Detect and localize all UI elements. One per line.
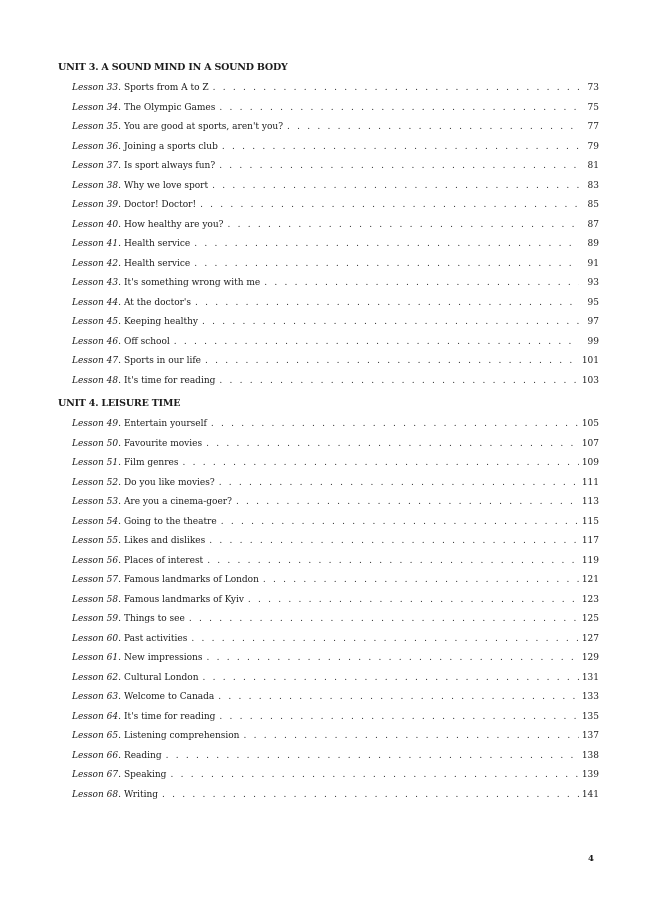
lesson-page-number: 127 [581, 633, 599, 644]
toc-entry[interactable] [58, 571, 599, 591]
toc-entry[interactable] [58, 610, 599, 630]
lesson-page-number: 117 [581, 536, 599, 546]
dot-leader [219, 157, 579, 177]
lesson-number: Lesson 37. [72, 161, 121, 171]
lesson-page-number: 115 [581, 516, 599, 527]
page-number: 4 [588, 854, 594, 864]
lesson-page-number: 87 [587, 219, 599, 230]
lesson-page-number: 125 [581, 614, 599, 624]
lesson-number: Lesson 64. [72, 711, 121, 722]
toc-entry[interactable] [58, 649, 599, 669]
toc-entry[interactable] [58, 79, 599, 99]
lesson-number: Lesson 56. [72, 555, 121, 566]
dot-leader [182, 454, 579, 474]
lesson-number: Lesson 38. [72, 180, 121, 191]
lesson-title: At the doctor's [123, 297, 192, 308]
toc-entry[interactable] [58, 415, 599, 435]
lesson-page-number: 81 [587, 161, 599, 171]
lesson-page-number: 107 [581, 438, 599, 449]
lesson-page-number: 138 [581, 750, 599, 761]
lesson-number: Lesson 46. [72, 336, 121, 347]
dot-leader [194, 235, 579, 255]
lesson-number: Lesson 66. [72, 750, 121, 761]
lesson-title: Cultural London [123, 672, 199, 683]
lesson-number: Lesson 47. [72, 356, 121, 366]
lesson-title: Is sport always fun? [123, 161, 216, 171]
lesson-page-number: 75 [587, 102, 599, 113]
lesson-number: Lesson 45. [72, 317, 121, 327]
lesson-title: Things to see [123, 614, 185, 624]
lesson-number: Lesson 68. [72, 789, 121, 800]
lesson-title: It's time for reading [123, 375, 216, 386]
lesson-title: Joining a sports club [123, 141, 218, 152]
toc-entry[interactable] [58, 747, 599, 767]
dot-leader [202, 313, 579, 333]
lesson-page-number: 135 [581, 711, 599, 722]
toc-entry[interactable] [58, 177, 599, 197]
lesson-title: Favourite movies [123, 438, 203, 449]
lesson-page-number: 101 [581, 356, 599, 366]
lesson-number: Lesson 43. [72, 278, 121, 288]
lesson-number: Lesson 63. [72, 692, 121, 702]
toc-entry[interactable] [58, 708, 599, 728]
lesson-number: Lesson 60. [72, 633, 121, 644]
lesson-title: Sports from A to Z [123, 83, 209, 93]
dot-leader [162, 786, 579, 806]
lesson-title: Past activities [123, 633, 188, 644]
toc-entry[interactable] [58, 216, 599, 236]
toc-entry[interactable] [58, 352, 599, 372]
toc-entry[interactable] [58, 333, 599, 353]
unit-3-lesson-list [58, 79, 599, 391]
dot-leader [194, 255, 579, 275]
lesson-number: Lesson 57. [72, 575, 121, 585]
dot-leader [219, 99, 579, 119]
lesson-page-number: 131 [581, 672, 599, 683]
lesson-title: Health service [123, 239, 191, 249]
lesson-number: Lesson 58. [72, 594, 121, 605]
dot-leader [218, 688, 579, 708]
unit-4-lesson-list [58, 415, 599, 805]
lesson-number: Lesson 67. [72, 770, 121, 780]
dot-leader [211, 415, 579, 435]
toc-entry[interactable] [58, 766, 599, 786]
toc-entry[interactable] [58, 688, 599, 708]
lesson-title: Health service [123, 258, 191, 269]
lesson-page-number: 103 [581, 375, 599, 386]
lesson-page-number: 121 [581, 575, 599, 585]
lesson-number: Lesson 39. [72, 200, 121, 210]
toc-entry[interactable] [58, 196, 599, 216]
toc-entry[interactable] [58, 669, 599, 689]
dot-leader [205, 352, 579, 372]
unit-4-heading: UNIT 4. LEISURE TIME [58, 398, 181, 409]
lesson-page-number: 83 [587, 180, 599, 191]
lesson-number: Lesson 59. [72, 614, 121, 624]
dot-leader [207, 552, 579, 572]
lesson-page-number: 113 [581, 497, 599, 507]
dot-leader [222, 138, 579, 158]
toc-entry[interactable] [58, 372, 599, 392]
lesson-title: You are good at sports, aren't you? [123, 122, 284, 132]
lesson-title: Are you a cinema-goer? [123, 497, 232, 507]
dot-leader [236, 493, 579, 513]
lesson-number: Lesson 41. [72, 239, 121, 249]
lesson-page-number: 111 [581, 477, 599, 488]
lesson-title: Welcome to Canada [123, 692, 215, 702]
lesson-page-number: 129 [581, 653, 599, 663]
lesson-page-number: 141 [581, 789, 599, 800]
toc-entry[interactable] [58, 513, 599, 533]
lesson-number: Lesson 52. [72, 477, 121, 488]
lesson-title: Entertain yourself [123, 419, 207, 429]
lesson-title: Keeping healthy [123, 317, 198, 327]
toc-entry[interactable] [58, 630, 599, 650]
lesson-title: Famous landmarks of Kyiv [123, 594, 244, 605]
lesson-number: Lesson 62. [72, 672, 121, 683]
lesson-page-number: 91 [587, 258, 599, 269]
toc-entry[interactable] [58, 313, 599, 333]
lesson-title: Going to the theatre [123, 516, 217, 527]
lesson-title: Doctor! Doctor! [123, 200, 197, 210]
dot-leader [206, 649, 579, 669]
toc-entry[interactable] [58, 255, 599, 275]
lesson-number: Lesson 48. [72, 375, 121, 386]
lesson-page-number: 139 [581, 770, 599, 780]
dot-leader [166, 747, 579, 767]
lesson-number: Lesson 40. [72, 219, 121, 230]
dot-leader [209, 532, 579, 552]
lesson-title: Places of interest [123, 555, 204, 566]
lesson-page-number: 89 [587, 239, 599, 249]
lesson-title: Writing [123, 789, 159, 800]
lesson-page-number: 77 [587, 122, 599, 132]
lesson-page-number: 137 [581, 731, 599, 741]
lesson-page-number: 79 [587, 141, 599, 152]
toc-entry[interactable] [58, 99, 599, 119]
lesson-number: Lesson 50. [72, 438, 121, 449]
dot-leader [219, 474, 579, 494]
dot-leader [243, 727, 579, 747]
dot-leader [263, 571, 579, 591]
lesson-title: Sports in our life [123, 356, 202, 366]
lesson-page-number: 85 [587, 200, 599, 210]
dot-leader [191, 630, 579, 650]
lesson-page-number: 99 [587, 336, 599, 347]
lesson-number: Lesson 36. [72, 141, 121, 152]
lesson-title: Listening comprehension [123, 731, 240, 741]
toc-entry[interactable] [58, 591, 599, 611]
toc-entry[interactable] [58, 493, 599, 513]
lesson-title: Do you like movies? [123, 477, 215, 488]
toc-entry[interactable] [58, 532, 599, 552]
lesson-number: Lesson 35. [72, 122, 121, 132]
dot-leader [219, 708, 579, 728]
lesson-number: Lesson 65. [72, 731, 121, 741]
dot-leader [212, 177, 579, 197]
lesson-page-number: 97 [587, 317, 599, 327]
lesson-number: Lesson 55. [72, 536, 121, 546]
lesson-number: Lesson 54. [72, 516, 121, 527]
toc-entry[interactable] [58, 727, 599, 747]
dot-leader [189, 610, 579, 630]
unit-3-heading: UNIT 3. A SOUND MIND IN A SOUND BODY [58, 62, 288, 73]
lesson-number: Lesson 51. [72, 458, 121, 468]
toc-entry[interactable] [58, 786, 599, 806]
lesson-page-number: 133 [581, 692, 599, 702]
dot-leader [227, 216, 579, 236]
dot-leader [248, 591, 579, 611]
lesson-page-number: 95 [587, 297, 599, 308]
lesson-number: Lesson 49. [72, 419, 121, 429]
toc-entry[interactable] [58, 118, 599, 138]
dot-leader [264, 274, 579, 294]
dot-leader [287, 118, 579, 138]
lesson-page-number: 105 [581, 419, 599, 429]
dot-leader [213, 79, 579, 99]
dot-leader [200, 196, 579, 216]
lesson-title: How healthy are you? [123, 219, 224, 230]
toc-entry[interactable] [58, 435, 599, 455]
dot-leader [203, 669, 580, 689]
toc-entry[interactable] [58, 454, 599, 474]
lesson-page-number: 119 [581, 555, 599, 566]
dot-leader [174, 333, 579, 353]
lesson-title: The Olympic Games [123, 102, 216, 113]
lesson-number: Lesson 53. [72, 497, 121, 507]
lesson-number: Lesson 61. [72, 653, 121, 663]
lesson-number: Lesson 42. [72, 258, 121, 269]
lesson-page-number: 123 [581, 594, 599, 605]
lesson-page-number: 109 [581, 458, 599, 468]
lesson-title: Famous landmarks of London [123, 575, 259, 585]
lesson-title: Speaking [123, 770, 167, 780]
dot-leader [195, 294, 579, 314]
table-of-contents [58, 60, 599, 805]
lesson-number: Lesson 33. [72, 83, 121, 93]
lesson-title: It's something wrong with me [123, 278, 261, 288]
lesson-number: Lesson 34. [72, 102, 121, 113]
toc-entry[interactable] [58, 474, 599, 494]
toc-entry[interactable] [58, 274, 599, 294]
lesson-page-number: 73 [587, 83, 599, 93]
toc-entry[interactable] [58, 235, 599, 255]
lesson-title: It's time for reading [123, 711, 216, 722]
lesson-number: Lesson 44. [72, 297, 121, 308]
toc-entry[interactable] [58, 552, 599, 572]
toc-entry[interactable] [58, 294, 599, 314]
lesson-title: Reading [123, 750, 162, 761]
lesson-title: Off school [123, 336, 170, 347]
dot-leader [219, 372, 579, 392]
lesson-title: Why we love sport [123, 180, 209, 191]
dot-leader [170, 766, 579, 786]
dot-leader [221, 513, 579, 533]
dot-leader [206, 435, 579, 455]
toc-entry[interactable] [58, 138, 599, 158]
lesson-title: Likes and dislikes [123, 536, 206, 546]
lesson-title: Film genres [123, 458, 179, 468]
lesson-title: New impressions [123, 653, 203, 663]
lesson-page-number: 93 [587, 278, 599, 288]
toc-entry[interactable] [58, 157, 599, 177]
